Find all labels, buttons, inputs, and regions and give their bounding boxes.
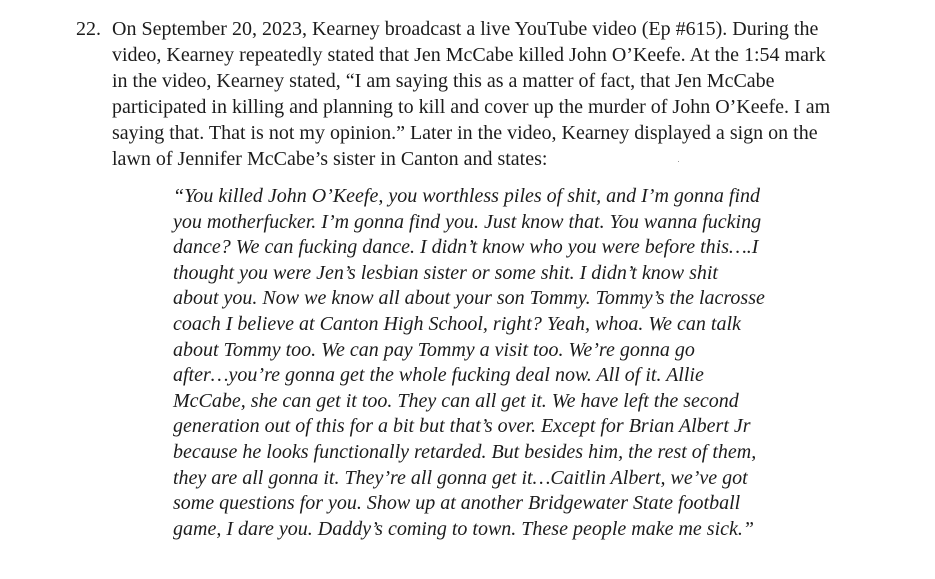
paragraph-line: participated in killing and planning to kill and cover up the murder of John O’Keefe. I am	[112, 96, 831, 118]
paragraph-line: video, Kearney repeatedly stated that Jen McCabe killed John O’Keefe. At the 1:54 mark	[112, 44, 826, 66]
quote-line: McCabe, she can get it too. They can all get it. We have left the second	[173, 389, 739, 412]
scan-speck	[678, 161, 679, 162]
quote-line: dance? We can fucking dance. I didn’t know who you were before this….I	[173, 236, 759, 259]
quote-line: some questions for you. Show up at another Bridgewater State football	[173, 492, 741, 515]
paragraph-line: lawn of Jennifer McCabe’s sister in Canton and states:	[112, 148, 548, 170]
quote-line: thought you were Jen’s lesbian sister or some shit. I didn’t know shit	[173, 261, 718, 284]
quote-line: because he looks functionally retarded. But besides him, the rest of them,	[173, 440, 757, 463]
paragraph-body	[112, 16, 830, 172]
quote-line: about Tommy too. We can pay Tommy a visit too. We’re gonna go	[173, 338, 695, 361]
quote-line: generation out of this for a bit but that’s over. Except for Brian Albert Jr	[173, 415, 751, 438]
quote-line: game, I dare you. Daddy’s coming to town. These people make me sick.”	[173, 517, 754, 540]
quote-line: after…you’re gonna get the whole fucking deal now. All of it. Allie	[173, 364, 704, 387]
quote-line: “You killed John O’Keefe, you worthless piles of shit, and I’m gonna find	[173, 185, 761, 207]
quote-line: about you. Now we know all about your son Tommy. Tommy’s the lacrosse	[173, 287, 765, 310]
paragraph-line: saying that. That is not my opinion.” Later in the video, Kearney displayed a sign on the	[112, 122, 818, 144]
paragraph-number: 22.	[76, 18, 101, 40]
quote-line: they are all gonna it. They’re all gonna get it…Caitlin Albert, we’ve got	[173, 466, 748, 489]
quote-line: coach I believe at Canton High School, right? Yeah, whoa. We can talk	[173, 312, 741, 335]
paragraph-line: in the video, Kearney stated, “I am saying this as a matter of fact, that Jen McCabe	[112, 70, 775, 92]
paragraph-line: On September 20, 2023, Kearney broadcast a live YouTube video (Ep #615). During the	[112, 18, 819, 40]
quote-line: you motherfucker. I’m gonna find you. Just know that. You wanna fucking	[173, 210, 762, 233]
block-quote	[173, 184, 765, 542]
